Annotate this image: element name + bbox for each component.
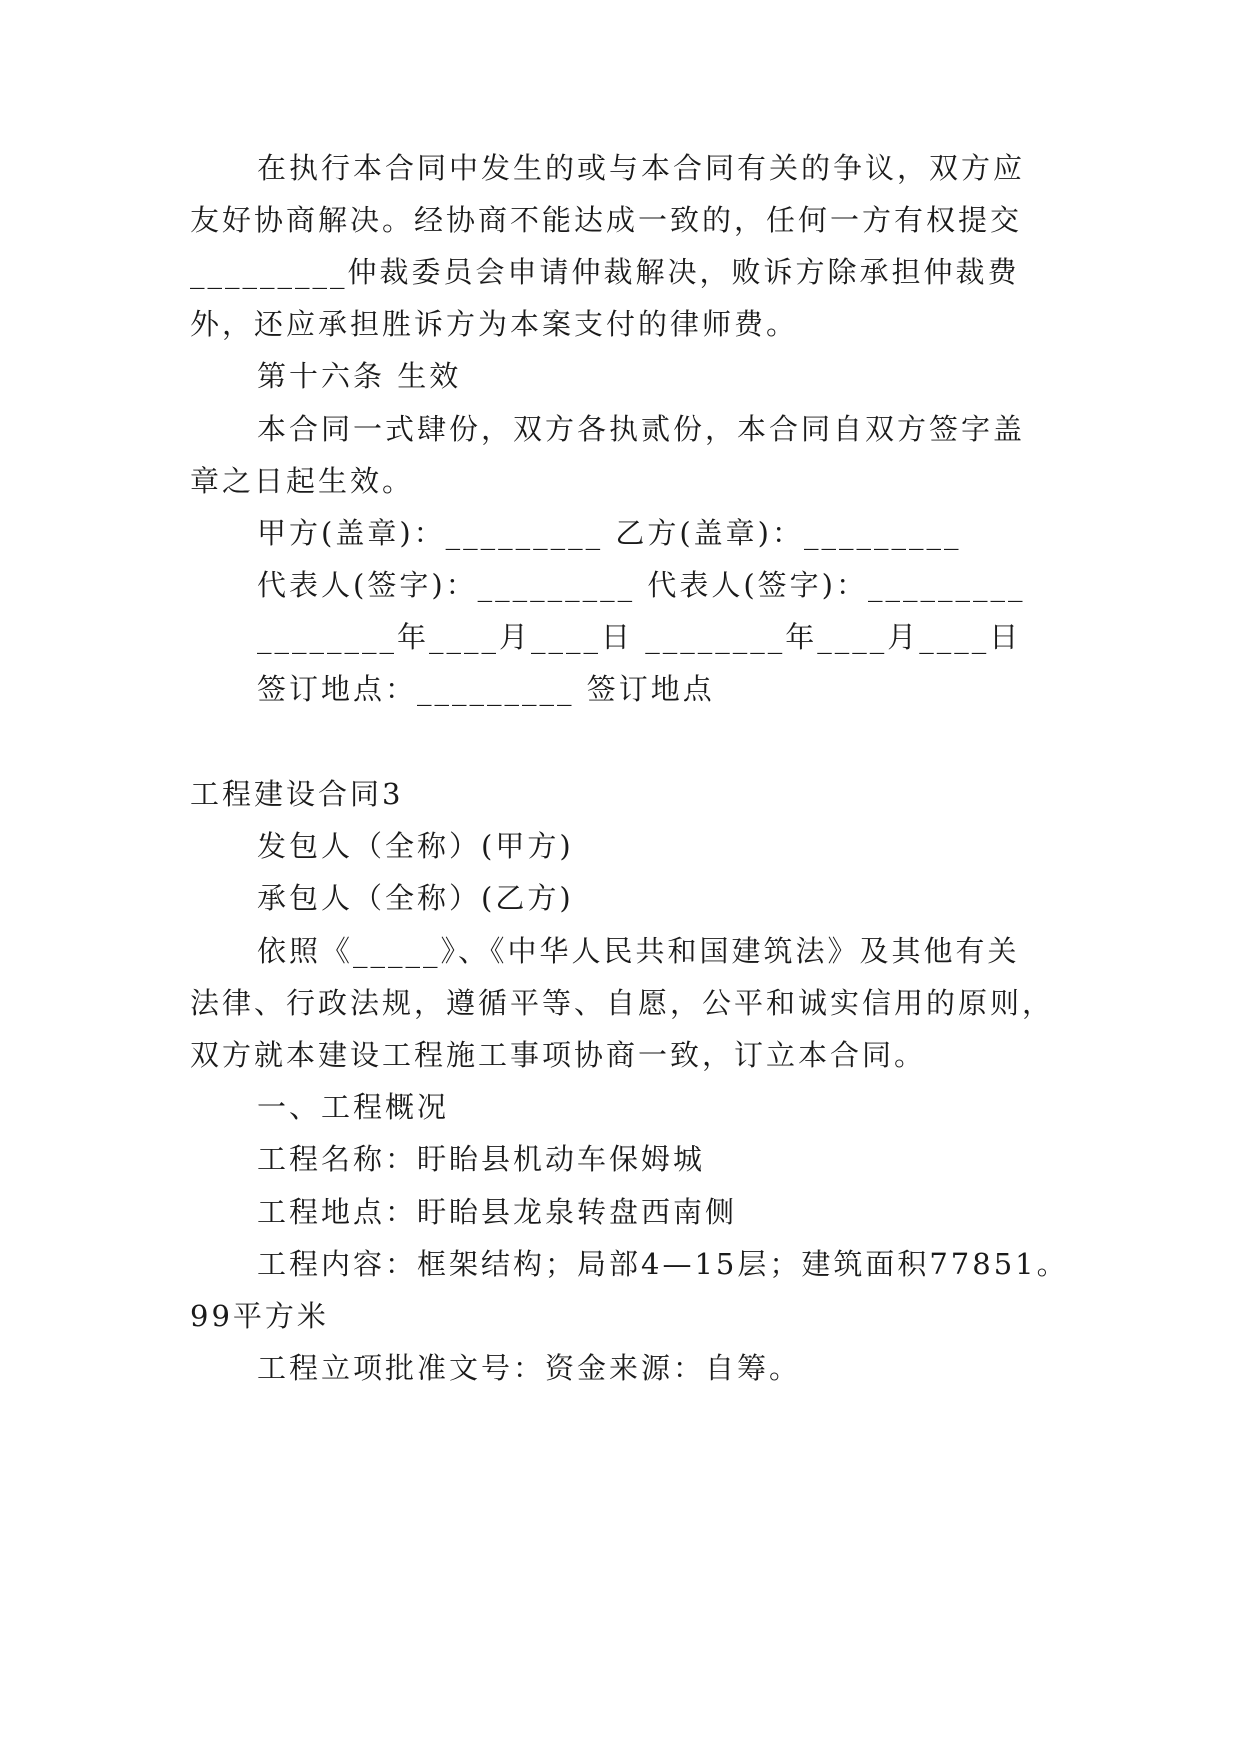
paragraph-line: _________仲裁委员会申请仲裁解决，败诉方除承担仲裁费 (190, 255, 1020, 289)
signature-rep-line: 代表人(签字)：_________ 代表人(签字)：_________ (257, 568, 1026, 602)
paragraph-line: 在执行本合同中发生的或与本合同有关的争议，双方应 (257, 151, 1026, 185)
signature-seal-line: 甲方(盖章)：_________ 乙方(盖章)：_________ (257, 516, 962, 550)
paragraph-line: 工程地点：盱眙县龙泉转盘西南侧 (257, 1195, 738, 1229)
paragraph-line: 外，还应承担胜诉方为本案支付的律师费。 (190, 307, 799, 341)
paragraph-line: 法律、行政法规，遵循平等、自愿，公平和诚实信用的原则， (190, 986, 1055, 1020)
paragraph-line: 工程内容：框架结构；局部4—15层；建筑面积77851。 (257, 1247, 1069, 1281)
paragraph-line: 发包人（全称）(甲方) (257, 829, 574, 863)
paragraph-line: 承包人（全称）(乙方) (257, 881, 574, 915)
subsection-heading: 一、工程概况 (257, 1090, 450, 1124)
section-title: 工程建设合同3 (190, 777, 404, 811)
paragraph-line: 本合同一式肆份，双方各执贰份，本合同自双方签字盖 (257, 412, 1026, 446)
article-heading: 第十六条 生效 (257, 359, 462, 393)
paragraph-line: 友好协商解决。经协商不能达成一致的，任何一方有权提交 (190, 203, 1023, 237)
paragraph-line: 章之日起生效。 (190, 464, 415, 498)
paragraph-line: 99平方米 (190, 1299, 329, 1333)
signature-place-line: 签订地点：_________ 签订地点 (257, 672, 715, 706)
paragraph-line: 工程立项批准文号：资金来源：自筹。 (257, 1351, 802, 1385)
paragraph-line: 双方就本建设工程施工事项协商一致，订立本合同。 (190, 1038, 927, 1072)
paragraph-line: 工程名称：盱眙县机动车保姆城 (257, 1142, 706, 1176)
paragraph-line: 依照《_____》、《中华人民共和国建筑法》及其他有关 (257, 934, 1020, 968)
signature-date-line: ________年____月____日 ________年____月____日 (257, 620, 1022, 654)
